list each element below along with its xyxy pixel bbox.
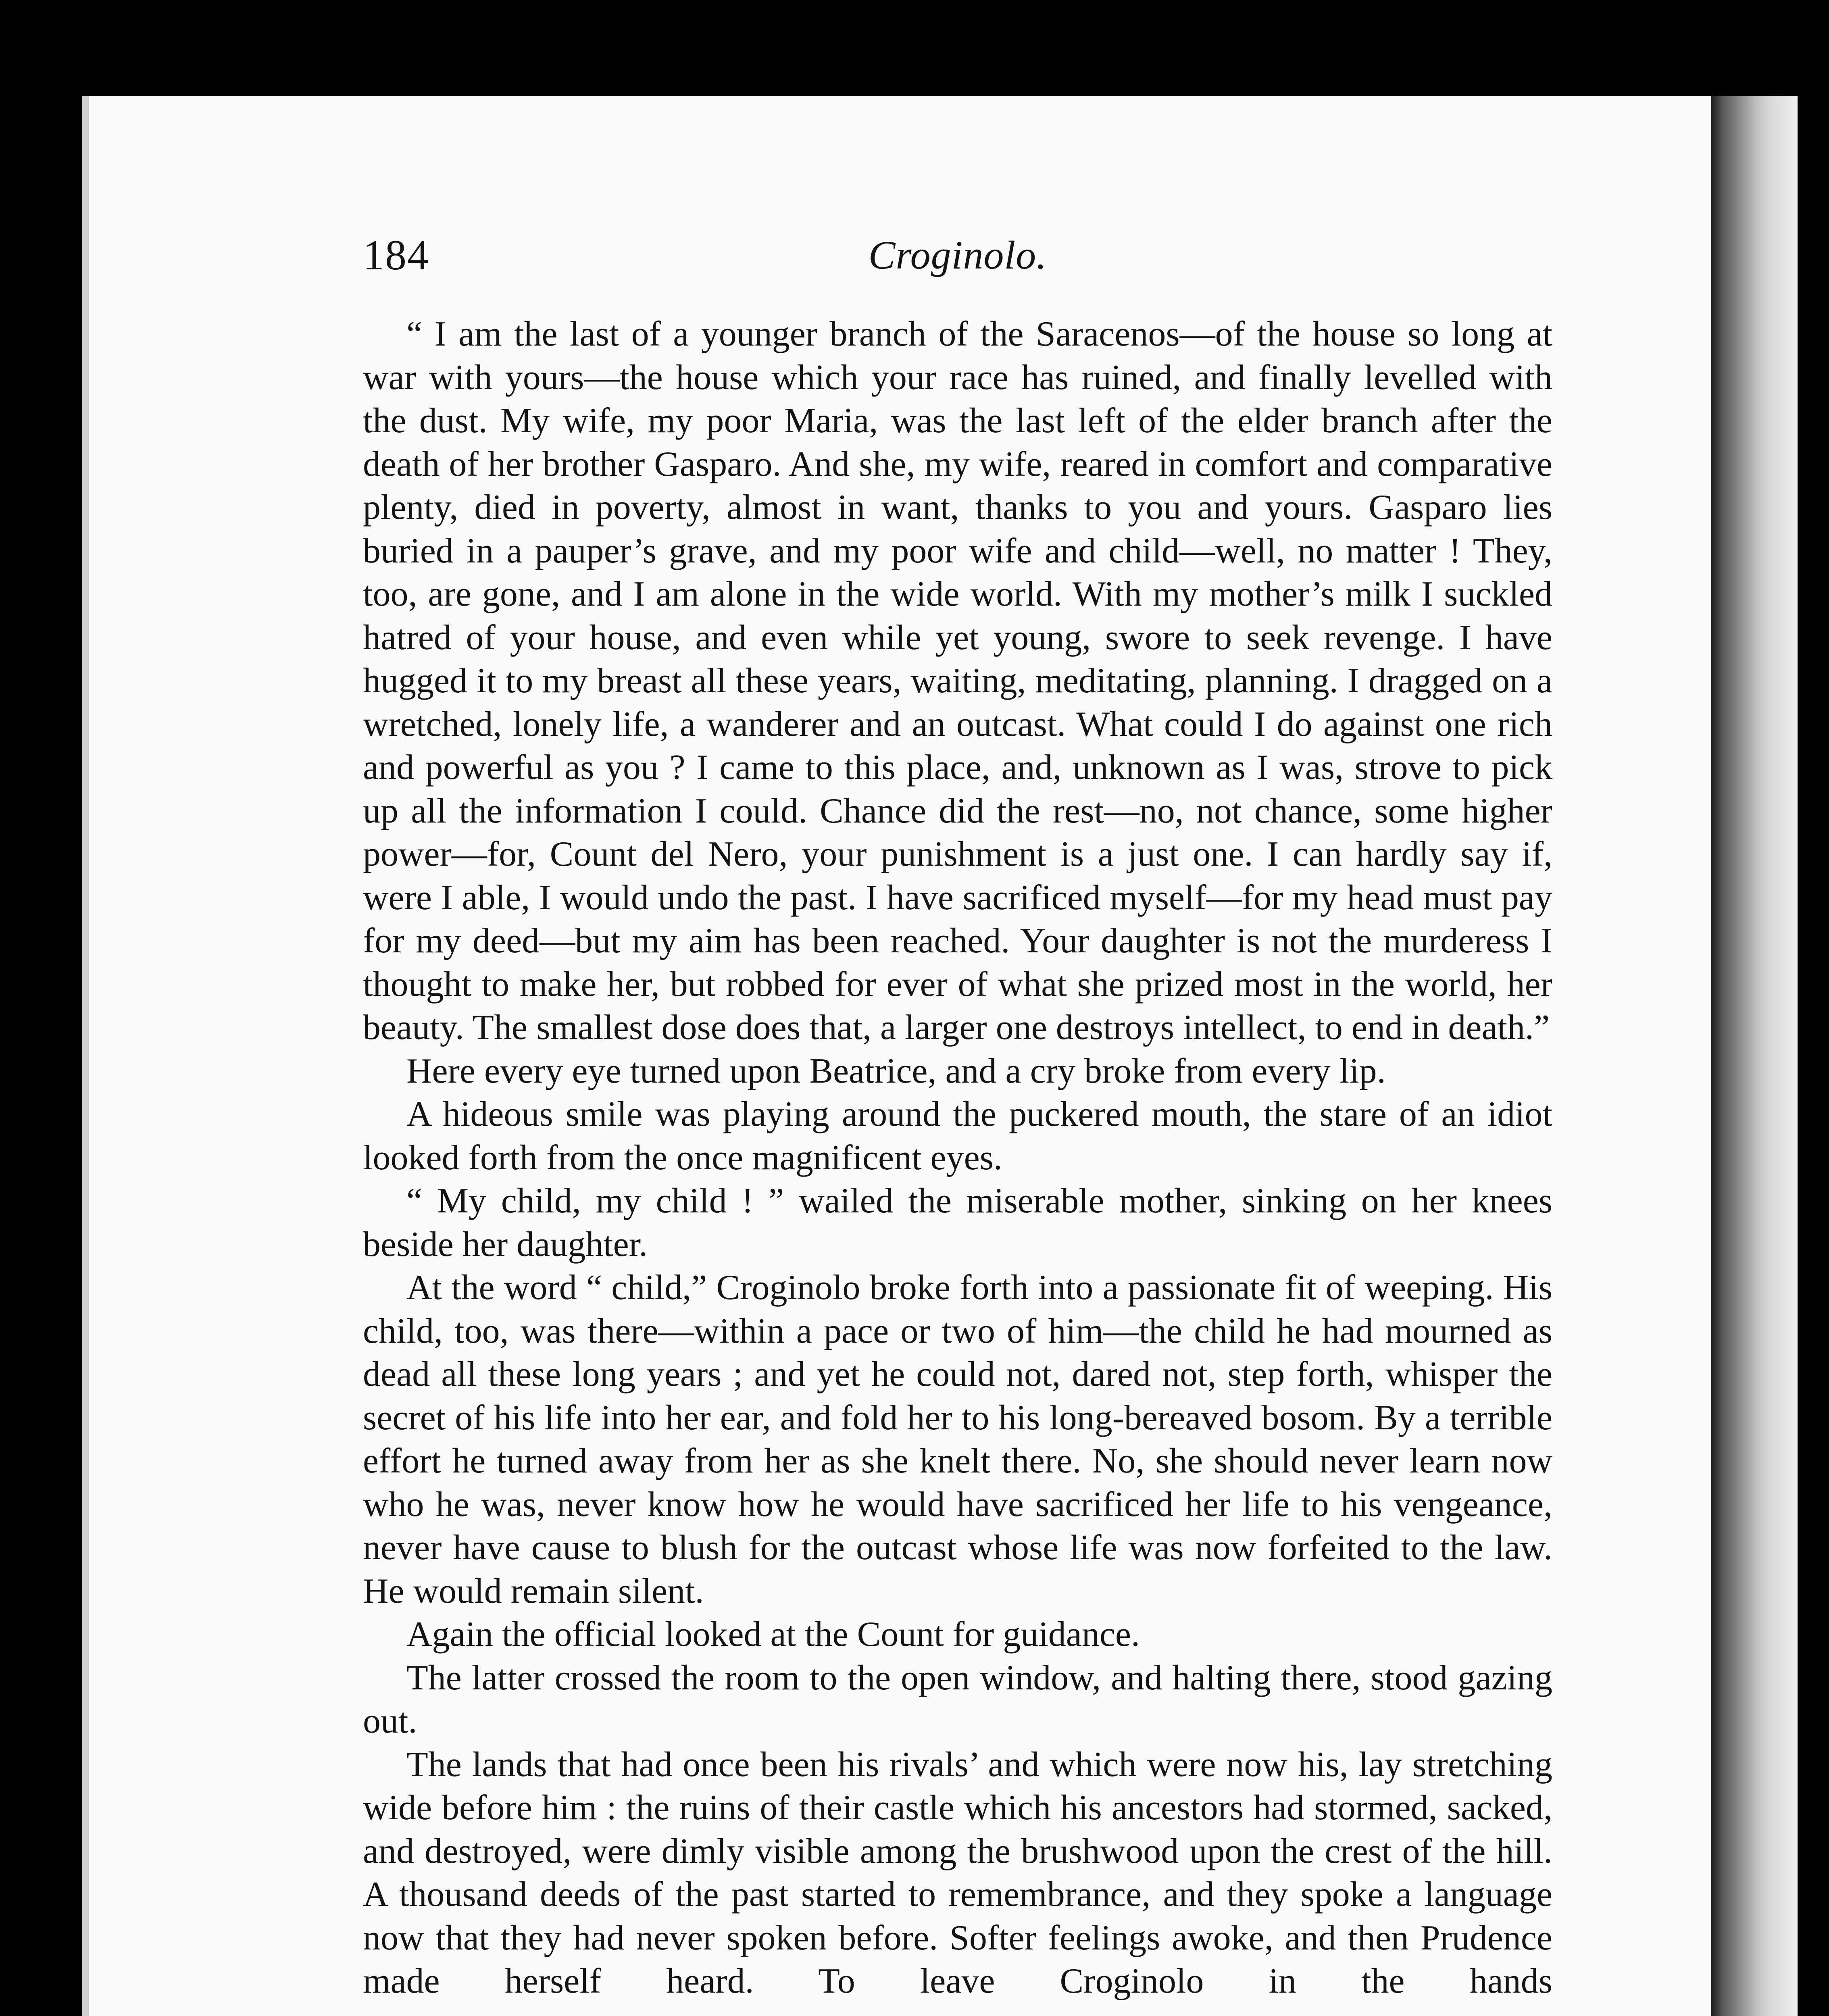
paragraph: At the word “ child,” Croginolo broke forth into a passionate fit of weeping. His child, too, was there—within a pace or two of him—the child he had mourned as dead all these long years ; and yet he could not, dared not, step forth, whisper the secret of his life into her ear, and fold her to his long-bereaved bosom. By a terrible effort he turned away from her as she knelt there. No, she should never learn now who he was, never know how he would have sacrificed her life to his vengeance, never have cause to blush for the outcast whose life was now forfeited to the law. He would remain silent.	[363, 1268, 1552, 1611]
paragraph: The latter crossed the room to the open window, and halting there, stood gazing out.	[363, 1658, 1552, 1741]
page-edge	[1711, 96, 1769, 2016]
paragraph: “ I am the last of a younger branch of the Saracenos—of the house so long at war with yours—the house which your race has ruined, and finally levelled with the dust. My wife, my poor Maria, was the last left of the elder branch after the death of her brother Gasparo. And she, my wife, reared in comfort and comparative plenty, died in poverty, almost in want, thanks to you and yours. Gasparo lies buried in a pauper’s grave, and my poor wife and child—well, no matter ! They, too, are gone, and I am alone in the wide world. With my mother’s milk I suckled hatred of your house, and even while yet young, swore to seek revenge. I have hugged it to my breast all these years, waiting, meditating, planning. I dragged on a wretched, lonely life, a wanderer and an outcast. What could I do against one rich and powerful as you ? I came to this place, and, unknown as I was, strove to pick up all the information I could. Chance did the rest—no, not chance, some higher power—for, Count del Nero, your punishment is a just one. I can hardly say if, were I able, I would undo the past. I have sacrificed myself—for my head must pay for my deed—but my aim has been reached. Your daughter is not the murderess I thought to make her, but robbed for ever of what she prized most in the world, her beauty. The smallest dose does that, a larger one destroys intellect, to end in death.”	[363, 314, 1552, 1047]
paragraph: Again the official looked at the Count for guidance.	[406, 1615, 1140, 1654]
paragraph: A hideous smile was playing around the puckered mouth, the stare of an idiot looked forth from the once magnificent eyes.	[363, 1095, 1552, 1177]
page-edge-shadow	[1769, 96, 1798, 2016]
paragraph: Here every eye turned upon Beatrice, and a cry broke from every lip.	[406, 1051, 1386, 1091]
paragraph: “ My child, my child ! ” wailed the miserable mother, sinking on her knees beside her daughter.	[363, 1181, 1552, 1264]
body-text	[363, 312, 1552, 2003]
page-number: 184	[363, 231, 429, 279]
page-header	[363, 229, 1552, 281]
running-title: Croginolo.	[868, 233, 1047, 277]
paragraph: The lands that had once been his rivals’ and which were now his, lay stretching wide before him : the ruins of their castle which his ancestors had stormed, sacked, and destroyed, were dimly visible among the brushwood upon the crest of the hill. A thousand deeds of the past started to remembrance, and they spoke a language now that they had never spoken before. Softer feelings awoke, and then Prudence made herself heard. To leave Croginolo in the hands	[363, 1745, 1552, 2001]
